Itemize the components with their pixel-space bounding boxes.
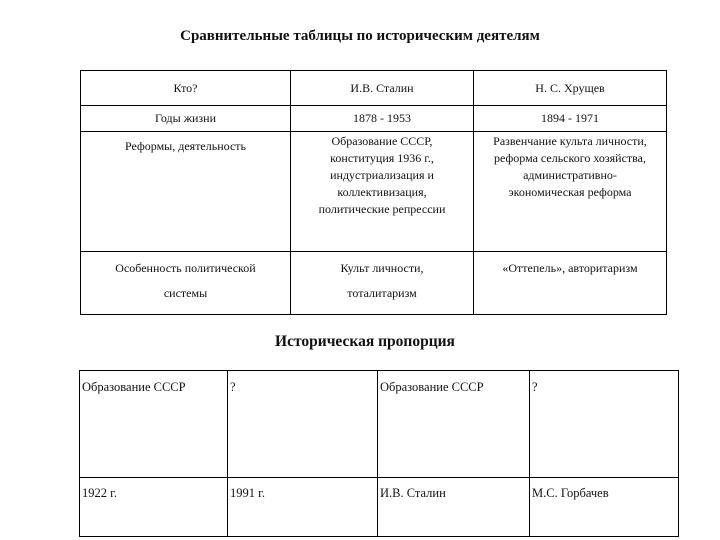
- header-khrushchev: Н. С. Хрущев: [474, 71, 667, 106]
- header-who: Кто?: [81, 71, 291, 106]
- table-row-reforms: [81, 132, 667, 252]
- row-label-political-system: [81, 252, 291, 315]
- stalin-reforms-line: коллективизация,: [337, 185, 427, 199]
- stalin-system-line: тоталитаризм: [347, 286, 417, 300]
- khrushchev-reforms: [474, 132, 667, 252]
- header-stalin: И.В. Сталин: [291, 71, 474, 106]
- row-label-line: системы: [163, 286, 208, 300]
- proportion-cell: ?: [530, 371, 679, 478]
- table-header-row: [81, 71, 667, 106]
- khrushchev-reforms-line: Развенчание культа личности,: [493, 134, 647, 148]
- proportion-cell: М.С. Горбачев: [530, 478, 679, 537]
- khrushchev-reforms-line: реформа сельского хозяйства,: [494, 151, 646, 165]
- proportion-title: Историческая пропорция: [275, 333, 455, 350]
- khrushchev-years: 1894 - 1971: [474, 106, 667, 132]
- row-label-line: Особенность политической: [115, 261, 256, 275]
- proportion-cell: Образование СССР: [80, 371, 228, 478]
- table-row: [80, 478, 679, 537]
- row-label-years: Годы жизни: [81, 106, 291, 132]
- proportion-cell: ?: [228, 371, 378, 478]
- proportion-cell: 1922 г.: [80, 478, 228, 537]
- proportion-table: [79, 370, 679, 537]
- stalin-system-line: Культ личности,: [340, 261, 424, 275]
- stalin-reforms-line: политические репрессии: [318, 202, 446, 216]
- stalin-years: 1878 - 1953: [291, 106, 474, 132]
- table-row: [80, 371, 679, 478]
- table-row-political-system: [81, 252, 667, 315]
- proportion-cell: 1991 г.: [228, 478, 378, 537]
- stalin-reforms-line: Образование СССР,: [331, 134, 433, 148]
- row-label-reforms: Реформы, деятельность: [81, 132, 291, 252]
- stalin-reforms: [291, 132, 474, 252]
- proportion-cell: Образование СССР: [378, 371, 530, 478]
- stalin-reforms-line: индустриализация и: [330, 168, 434, 182]
- stalin-reforms-line: конституция 1936 г.,: [330, 151, 434, 165]
- comparison-table: [80, 70, 667, 315]
- table-row-years: [81, 106, 667, 132]
- khrushchev-reforms-line: административно-: [523, 168, 617, 182]
- proportion-cell: И.В. Сталин: [378, 478, 530, 537]
- khrushchev-reforms-line: экономическая реформа: [508, 185, 632, 199]
- stalin-political-system: [291, 252, 474, 315]
- khrushchev-system-line: «Оттепель», авторитаризм: [502, 261, 638, 275]
- comparison-title: Сравнительные таблицы по историческим деятелям: [180, 28, 540, 44]
- khrushchev-political-system: [474, 252, 667, 315]
